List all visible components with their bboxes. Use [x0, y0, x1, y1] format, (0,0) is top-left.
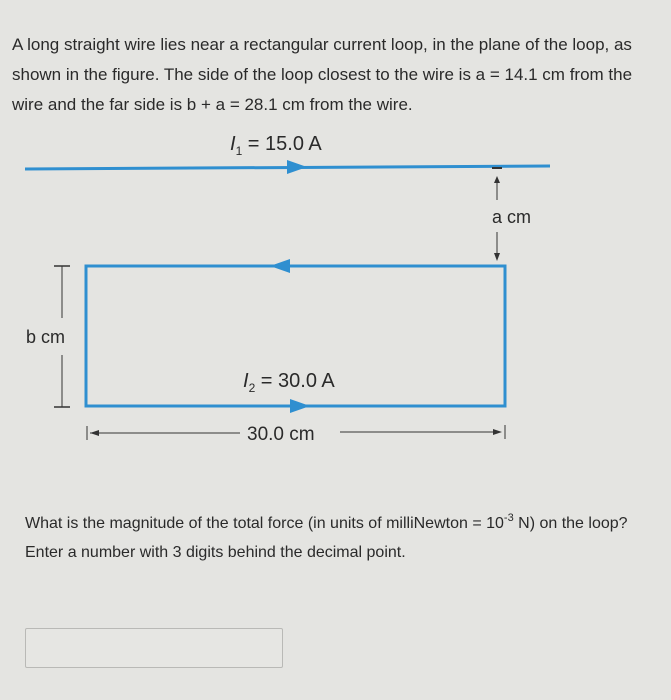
- i1-label: $I_1 = 15.0$ A: [230, 133, 322, 158]
- b-label: b cm: [26, 327, 66, 347]
- question-exponent: -3: [503, 512, 514, 524]
- wire-current-arrow: [287, 160, 307, 174]
- i2-label: $I_2 = 30.0$ A: [243, 370, 335, 395]
- problem-intro: A long straight wire lies near a rectangular current loop, in the plane of the loop, as shown in the figure. The side of the loop closest to the wire is a = 14.1 cm from the wire and the far side is b + a = 28.1 cm from the wire.: [12, 35, 633, 114]
- loop-top-arrow: [270, 259, 290, 273]
- width-label: 30.0 cm: [247, 424, 315, 445]
- question-part2: N) on the loop?: [513, 515, 628, 532]
- question-text: [25, 504, 665, 567]
- question-part1: What is the magnitude of the total force (in units of milliNewton = 10: [25, 515, 504, 532]
- a-label: a cm: [492, 207, 532, 227]
- loop-bottom-arrow: [290, 399, 310, 413]
- answer-input[interactable]: [25, 628, 283, 668]
- instruction-text: Enter a number with 3 digits behind the decimal point.: [25, 544, 406, 561]
